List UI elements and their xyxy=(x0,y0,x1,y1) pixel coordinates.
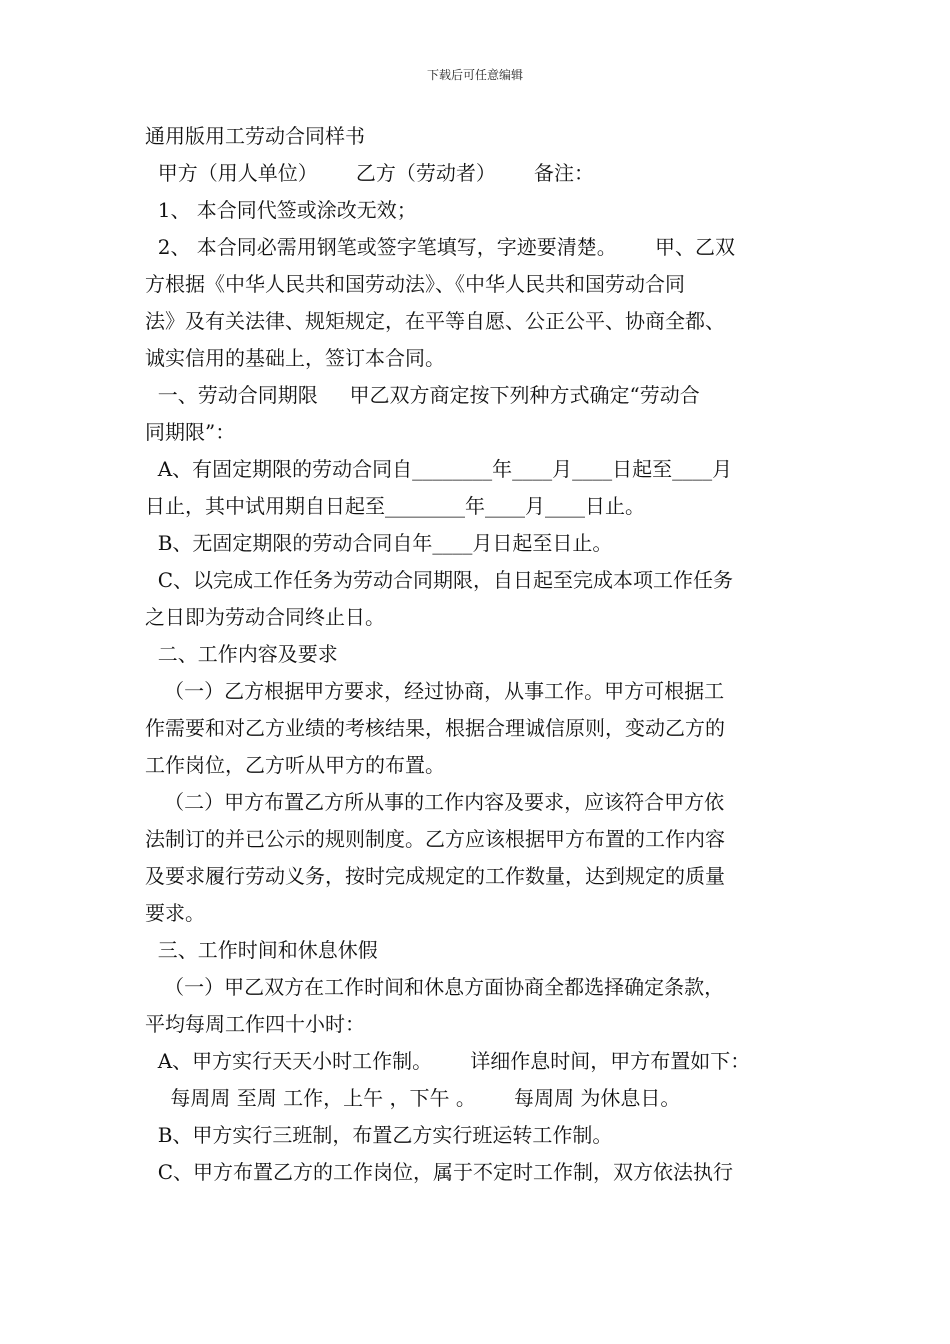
paragraph-line: 甲方（用人单位） 乙方（劳动者） 备注： xyxy=(145,161,595,185)
paragraph-line: 及要求履行劳动义务，按时完成规定的工作数量，达到规定的质量 xyxy=(145,864,725,888)
paragraph-line: （一）乙方根据甲方要求，经过协商，从事工作。甲方可根据工 xyxy=(145,679,725,703)
paragraph-line: B、甲方实行三班制，布置乙方实行班运转工作制。 xyxy=(145,1123,613,1147)
paragraph-line: 工作岗位，乙方听从甲方的布置。 xyxy=(145,753,445,777)
paragraph-line: A、有固定期限的劳动合同自________年____月____日起至____月 xyxy=(145,457,733,481)
paragraph-line: C、甲方布置乙方的工作岗位，属于不定时工作制，双方依法执行 xyxy=(145,1160,734,1184)
document-body xyxy=(145,118,815,1191)
paragraph-line: 日止，其中试用期自日起至________年____月____日止。 xyxy=(145,494,645,518)
paragraph-line: A、甲方实行天天小时工作制。 详细作息时间，甲方布置如下： xyxy=(145,1049,751,1073)
paragraph-line: 平均每周工作四十小时： xyxy=(145,1012,365,1036)
section-heading: 二、工作内容及要求 xyxy=(145,642,338,666)
document-title: 通用版用工劳动合同样书 xyxy=(145,124,365,148)
paragraph-line: 法》及有关法律、规矩规定，在平等自愿、公正公平、协商全都、 xyxy=(145,309,725,333)
paragraph-line: 诚实信用的基础上，签订本合同。 xyxy=(145,346,445,370)
section-heading: 一、劳动合同期限 甲乙双方商定按下列种方式确定“劳动合 xyxy=(145,383,700,407)
paragraph-line: （一）甲乙双方在工作时间和休息方面协商全都选择确定条款， xyxy=(145,975,725,999)
paragraph-line: B、无固定期限的劳动合同自年____月日起至日止。 xyxy=(145,531,613,555)
section-heading: 三、工作时间和休息休假 xyxy=(145,938,378,962)
paragraph-line: C、以完成工作任务为劳动合同期限，自日起至完成本项工作任务 xyxy=(145,568,734,592)
header-note: 下载后可任意编辑 xyxy=(426,68,523,82)
paragraph-line: 法制订的并已公示的规则制度。乙方应该根据甲方布置的工作内容 xyxy=(145,827,725,851)
paragraph-line: 作需要和对乙方业绩的考核结果，根据合理诚信原则，变动乙方的 xyxy=(145,716,725,740)
paragraph-line: 方根据《中华人民共和国劳动法》、《中华人民共和国劳动合同 xyxy=(145,272,685,296)
paragraph-line: 2、 本合同必需用钢笔或签字笔填写，字迹要清楚。 甲、乙双 xyxy=(145,235,735,259)
paragraph-line: 同期限”： xyxy=(145,420,236,444)
paragraph-line: 每周周 至周 工作，上午 ，下午 。 每周周 为休息日。 xyxy=(145,1086,681,1110)
paragraph-line: 1、 本合同代签或涂改无效； xyxy=(145,198,417,222)
paragraph-line: 之日即为劳动合同终止日。 xyxy=(145,605,385,629)
paragraph-line: （二）甲方布置乙方所从事的工作内容及要求，应该符合甲方依 xyxy=(145,790,725,814)
paragraph-line: 要求。 xyxy=(145,901,205,925)
